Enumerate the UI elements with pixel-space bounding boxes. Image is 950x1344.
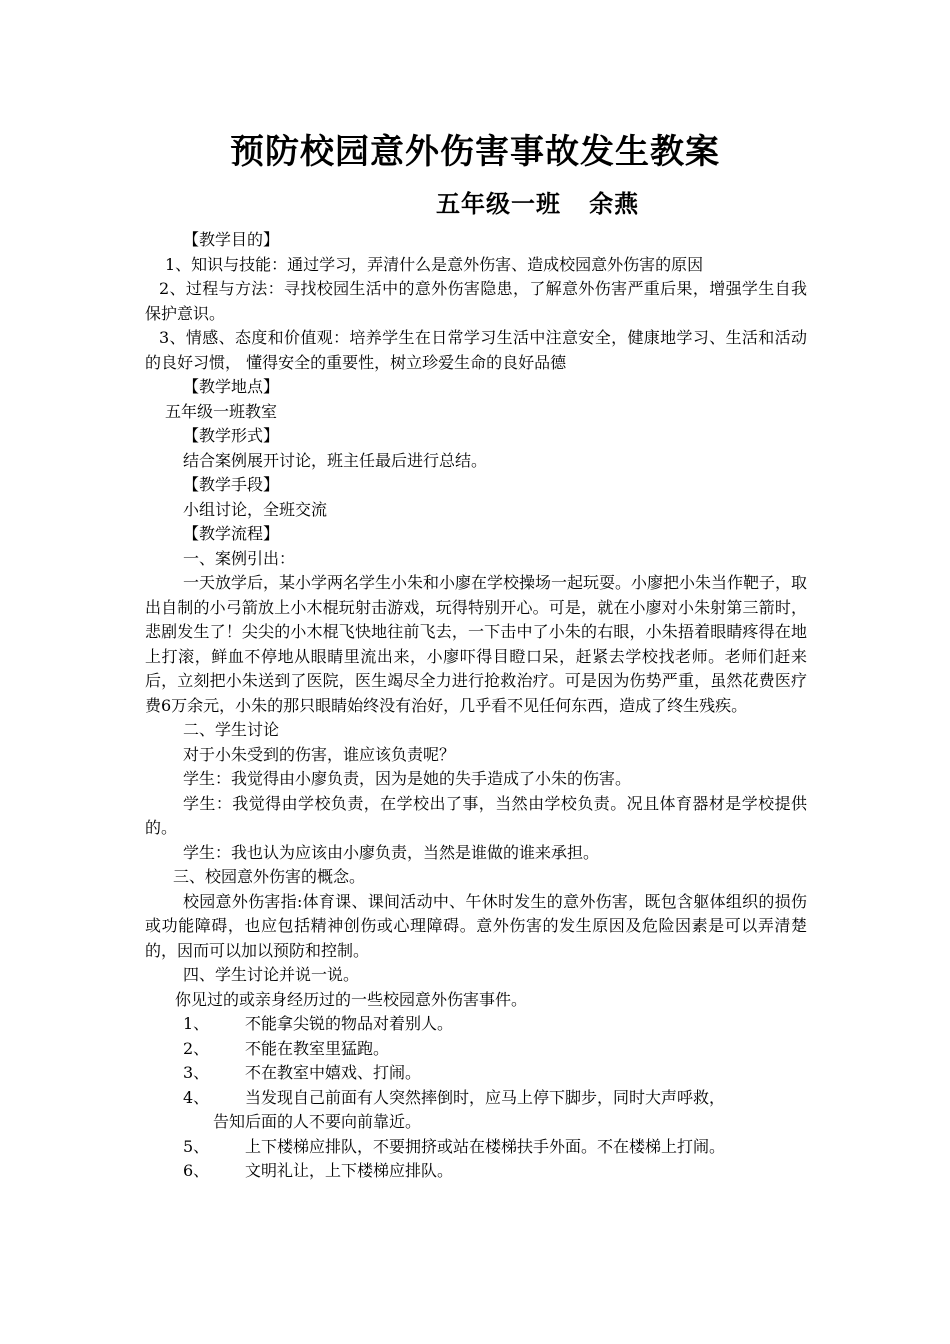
rule-text: 当发现自己前面有人突然摔倒时，应马上停下脚步，同时大声呼救， [245, 1087, 726, 1107]
rule-number: 3、 [183, 1063, 210, 1082]
case-text: 一天放学后，某小学两名学生小朱和小廖在学校操场一起玩耍。小廖把小朱当作靶子，取出自制的小弓箭放上小木棍玩射击游戏，玩得特别开心。可是，就在小廖对小朱射第三箭时，悲剧发生了！尖尖的小木棍飞快地往前飞去，一下击中了小朱的右眼，小朱捂着眼睛疼得在地上打滚，鲜血不停地从眼睛里流出来，小廖吓得目瞪口呆，赶紧去学校找老师。老师们赶来后，立刻把小朱送到了医院，医生竭尽全力进行抢救治疗。可是因为伤势严重，虽然花费医疗费6万余元，小朱的那只眼睛始终没有治好，几乎看不见任何东西，造成了终生残疾。 [145, 573, 808, 715]
rule-text: 不能在教室里猛跑。 [245, 1038, 390, 1058]
goal-heading: 【教学目的】 [183, 230, 280, 249]
page-title: 预防校园意外伤害事故发生教案 [230, 132, 720, 172]
rule-number: 1、 [183, 1014, 210, 1033]
goal-attitude: 3、情感、态度和价值观：培养学生在日常学习生活中注意安全，健康地学习、生活和活动的良好习惯， 懂得安全的重要性，树立珍爱生命的良好品德 [145, 328, 807, 372]
rule-item [145, 1159, 807, 1184]
talk-heading: 四、学生讨论并说一说。 [183, 965, 360, 984]
rule-text-continued: 告知后面的人不要向前靠近。 [213, 1112, 422, 1131]
flow-heading: 【教学流程】 [183, 524, 280, 543]
lesson-body [145, 228, 807, 1184]
talk-intro: 你见过的或亲身经历过的一些校园意外伤害事件。 [175, 989, 528, 1009]
rule-number: 4、 [183, 1087, 210, 1107]
rule-item [145, 1037, 807, 1062]
means-text: 小组讨论，全班交流 [183, 499, 328, 519]
rule-item [145, 1135, 807, 1160]
rule-text: 文明礼让，上下楼梯应排队。 [245, 1161, 454, 1180]
case-heading: 一、案例引出： [183, 548, 296, 568]
place-text: 五年级一班教室 [165, 401, 278, 421]
place-heading: 【教学地点】 [183, 377, 280, 396]
rule-item [145, 1086, 807, 1135]
rule-number: 5、 [183, 1136, 210, 1156]
goal-knowledge: 1、知识与技能：通过学习，弄清什么是意外伤害、造成校园意外伤害的原因 [165, 254, 704, 274]
rule-text: 上下楼梯应排队，不要拥挤或站在楼梯扶手外面。不在楼梯上打闹。 [245, 1136, 726, 1156]
concept-heading: 三、校园意外伤害的概念。 [173, 867, 366, 886]
rule-item [145, 1012, 807, 1037]
concept-text: 校园意外伤害指:体育课、课间活动中、午休时发生的意外伤害，既包含躯体组织的损伤或功能障碍，也应包括精神创伤或心理障碍。意外伤害的发生原因及危险因素是可以弄清楚的，因而可以加以预防和控制。 [145, 891, 807, 960]
form-heading: 【教学形式】 [183, 426, 280, 445]
rule-item [145, 1061, 807, 1086]
goal-process: 2、过程与方法：寻找校园生活中的意外伤害隐患，了解意外伤害严重后果，增强学生自我保护意识。 [145, 279, 807, 323]
rule-text: 不在教室中嬉戏、打闹。 [245, 1063, 422, 1082]
rule-number: 2、 [183, 1038, 210, 1058]
class-and-author: 五年级一班 余燕 [436, 189, 640, 218]
rule-text: 不能拿尖锐的物品对着别人。 [245, 1014, 454, 1033]
rule-number: 6、 [183, 1161, 210, 1180]
student-answer-3: 学生：我也认为应该由小廖负责，当然是谁做的谁来承担。 [183, 842, 600, 862]
discussion-question: 对于小朱受到的伤害，谁应该负责呢？ [183, 744, 456, 764]
form-text: 结合案例展开讨论，班主任最后进行总结。 [183, 450, 488, 470]
means-heading: 【教学手段】 [183, 475, 280, 494]
student-answer-1: 学生：我觉得由小廖负责，因为是她的失手造成了小朱的伤害。 [183, 769, 632, 788]
discussion-heading: 二、学生讨论 [183, 720, 280, 739]
student-answer-2: 学生：我觉得由学校负责，在学校出了事，当然由学校负责。况且体育器材是学校提供的。 [145, 793, 807, 837]
